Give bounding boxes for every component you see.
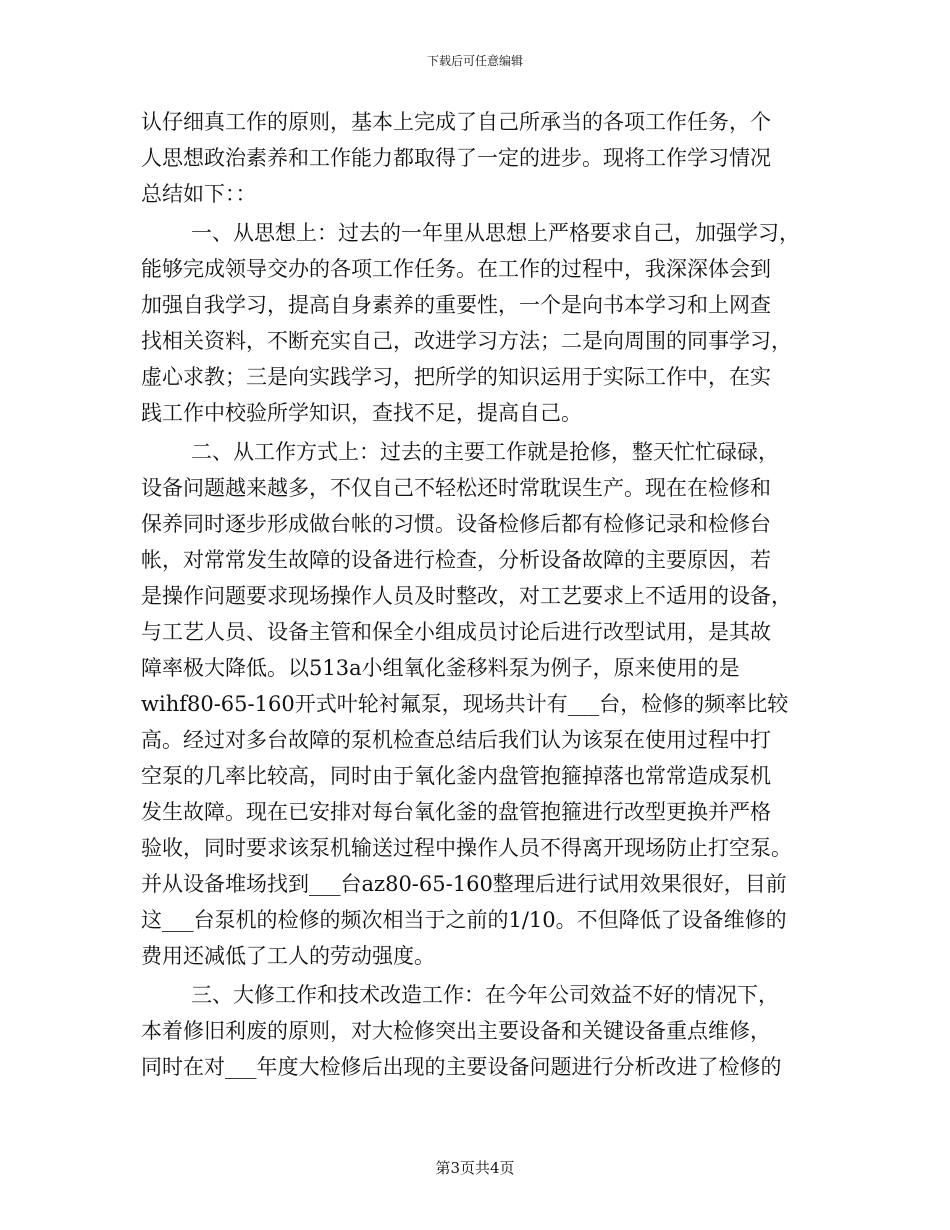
text-line: 验收，同时要求该泵机输送过程中操作人员不得离开现场防止打空泵。 <box>141 836 792 860</box>
paragraph <box>141 434 811 974</box>
page-footer: 第3页共4页 <box>435 1159 515 1177</box>
text-line: 并从设备堆场找到___台az80-65-160整理后进行试用效果很好，目前 <box>141 872 787 896</box>
text-line: 发生故障。现在已安排对每台氧化釜的盘管抱箍进行改型更换并严格 <box>141 800 771 824</box>
text-line: 总结如下：： <box>141 182 257 206</box>
text-line: 二、从工作方式上：过去的主要工作就是抢修，整天忙忙碌碌， <box>191 440 779 464</box>
text-line: 这___台泵机的检修的频次相当于之前的1/10。不但降低了设备维修的 <box>141 908 787 932</box>
text-line: 能够完成领导交办的各项工作任务。在工作的过程中，我深深体会到 <box>141 257 771 281</box>
text-line: 设备问题越来越多，不仅自己不轻松还时常耽误生产。现在在检修和 <box>141 476 771 500</box>
text-line: 践工作中校验所学知识，查找不足，提高自己。 <box>141 401 582 425</box>
document-body <box>141 104 811 1085</box>
paragraph <box>141 104 811 212</box>
paragraph <box>141 977 811 1085</box>
text-line: 三、大修工作和技术改造工作：在今年公司效益不好的情况下， <box>191 983 779 1007</box>
text-line: wihf80-65-160开式叶轮衬氟泵，现场共计有___台，检修的频率比较 <box>141 692 789 716</box>
text-line: 费用还减低了工人的劳动强度。 <box>141 944 435 968</box>
text-line: 找相关资料，不断充实自己，改进学习方法；二是向周围的同事学习， <box>141 329 792 353</box>
text-line: 高。经过对多台故障的泵机检查总结后我们认为该泵在使用过程中打 <box>141 728 771 752</box>
text-line: 障率极大降低。以513a小组氧化釜移料泵为例子，原来使用的是 <box>141 656 740 680</box>
text-line: 一、从思想上：过去的一年里从思想上严格要求自己，加强学习， <box>191 221 800 245</box>
text-line: 认仔细真工作的原则，基本上完成了自己所承当的各项工作任务，个 <box>141 110 771 134</box>
text-line: 同时在对___年度大检修后出现的主要设备问题进行分析改进了检修的 <box>141 1055 782 1079</box>
text-line: 人思想政治素养和工作能力都取得了一定的进步。现将工作学习情况 <box>141 146 771 170</box>
text-line: 加强自我学习，提高自身素养的重要性，一个是向书本学习和上网查 <box>141 293 771 317</box>
text-line: 空泵的几率比较高，同时由于氧化釜内盘管抱箍掉落也常常造成泵机 <box>141 764 771 788</box>
text-line: 保养同时逐步形成做台帐的习惯。设备检修后都有检修记录和检修台 <box>141 512 771 536</box>
text-line: 虚心求教；三是向实践学习，把所学的知识运用于实际工作中，在实 <box>141 365 771 389</box>
text-line: 本着修旧利废的原则，对大检修突出主要设备和关键设备重点维修， <box>141 1019 771 1043</box>
page-header: 下载后可任意编辑 <box>426 54 523 68</box>
text-line: 是操作问题要求现场操作人员及时整改，对工艺要求上不适用的设备， <box>141 584 792 608</box>
text-line: 与工艺人员、设备主管和保全小组成员讨论后进行改型试用，是其故 <box>141 620 771 644</box>
text-line: 帐，对常常发生故障的设备进行检查，分析设备故障的主要原因，若 <box>141 548 771 572</box>
paragraph <box>141 215 811 431</box>
